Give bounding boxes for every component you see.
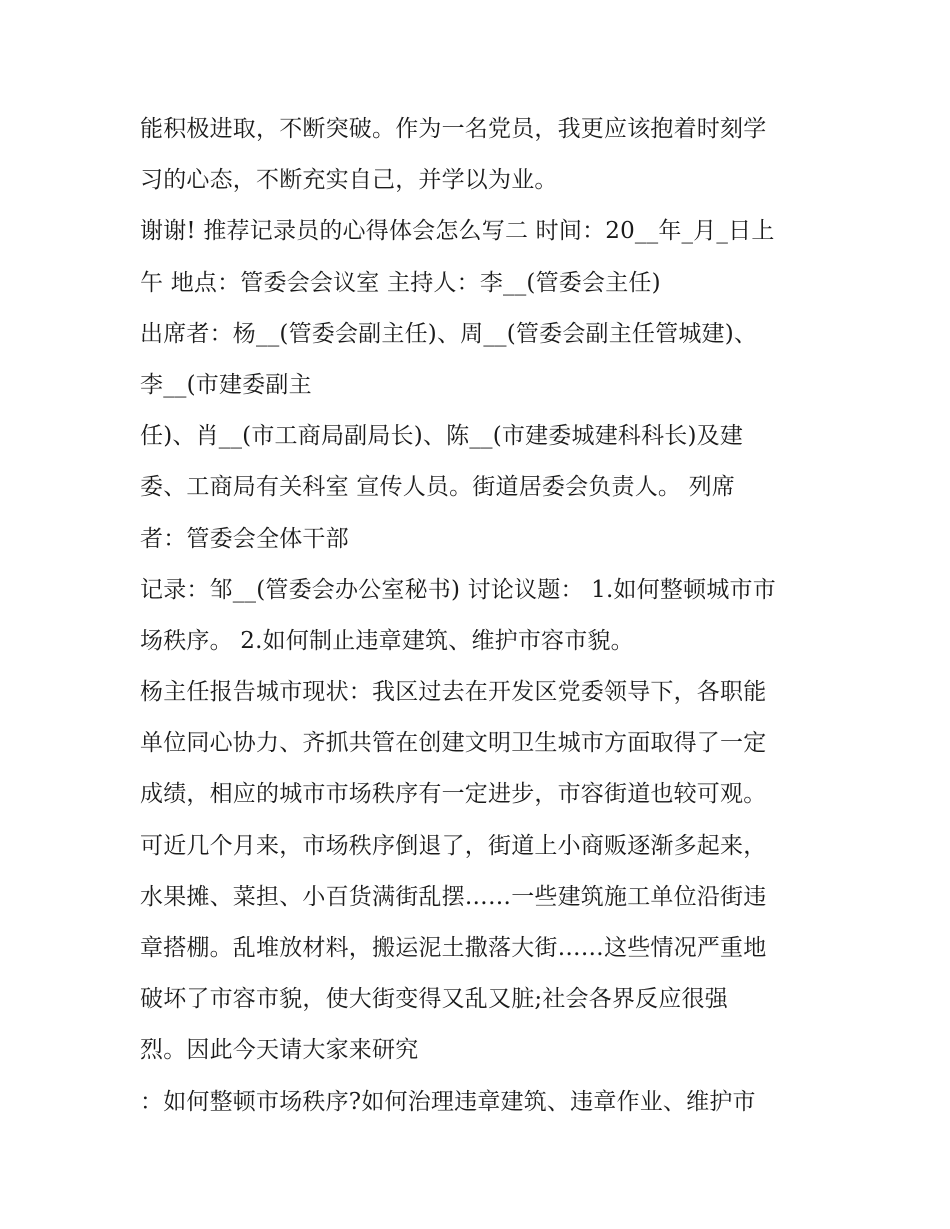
text-line: 习的心态，不断充实自己，并学以为业。 bbox=[140, 167, 558, 194]
text-line: 者：管委会全体干部 bbox=[140, 525, 349, 552]
text-line: 谢谢! 推荐记录员的心得体会怎么写二 时间：20__年_月_日上 bbox=[140, 218, 775, 245]
text-line: 委、工商局有关科室 宣传人员。街道居委会负责人。 列席 bbox=[140, 474, 736, 501]
text-line: 能积极进取，不断突破。作为一名党员，我更应该抱着时刻学 bbox=[140, 116, 767, 142]
text-line: 单位同心协力、齐抓共管在创建文明卫生城市方面取得了一定 bbox=[140, 730, 767, 757]
document-body bbox=[140, 104, 840, 1128]
text-line: 出席者：杨__(管委会副主任)、周__(管委会副主任管城建)、 bbox=[140, 320, 758, 347]
text-line: ：如何整顿市场秩序?如何治理违章建筑、违章作业、维护市 bbox=[140, 1088, 756, 1115]
text-line: 破坏了市容市貌，使大街变得又乱又脏;社会各界反应很强 bbox=[140, 986, 728, 1013]
text-line: 水果摊、菜担、小百货满街乱摆……一些建筑施工单位沿街违 bbox=[140, 883, 767, 910]
text-line: 成绩，相应的城市市场秩序有一定进步，市容街道也较可观。 bbox=[140, 781, 767, 808]
text-line: 记录：邹__(管委会办公室秘书) 讨论议题： 1.如何整顿城市市 bbox=[140, 576, 776, 603]
text-line: 章搭棚。乱堆放材料，搬运泥土撒落大街……这些情况严重地 bbox=[140, 935, 767, 961]
text-line: 午 地点：管委会会议室 主持人：李__(管委会主任) bbox=[140, 269, 661, 296]
text-line: 可近几个月来，市场秩序倒退了，街道上小商贩逐渐多起来， bbox=[140, 832, 767, 859]
text-line: 杨主任报告城市现状：我区过去在开发区党委领导下，各职能 bbox=[140, 679, 767, 706]
text-line: 烈。因此今天请大家来研究 bbox=[140, 1037, 419, 1064]
text-line: 任)、肖__(市工商局副局长)、陈__(市建委城建科科长)及建 bbox=[140, 423, 744, 450]
text-line: 场秩序。 2.如何制止违章建筑、维护市容市貌。 bbox=[140, 627, 634, 654]
text-line: 李__(市建委副主 bbox=[140, 371, 312, 398]
